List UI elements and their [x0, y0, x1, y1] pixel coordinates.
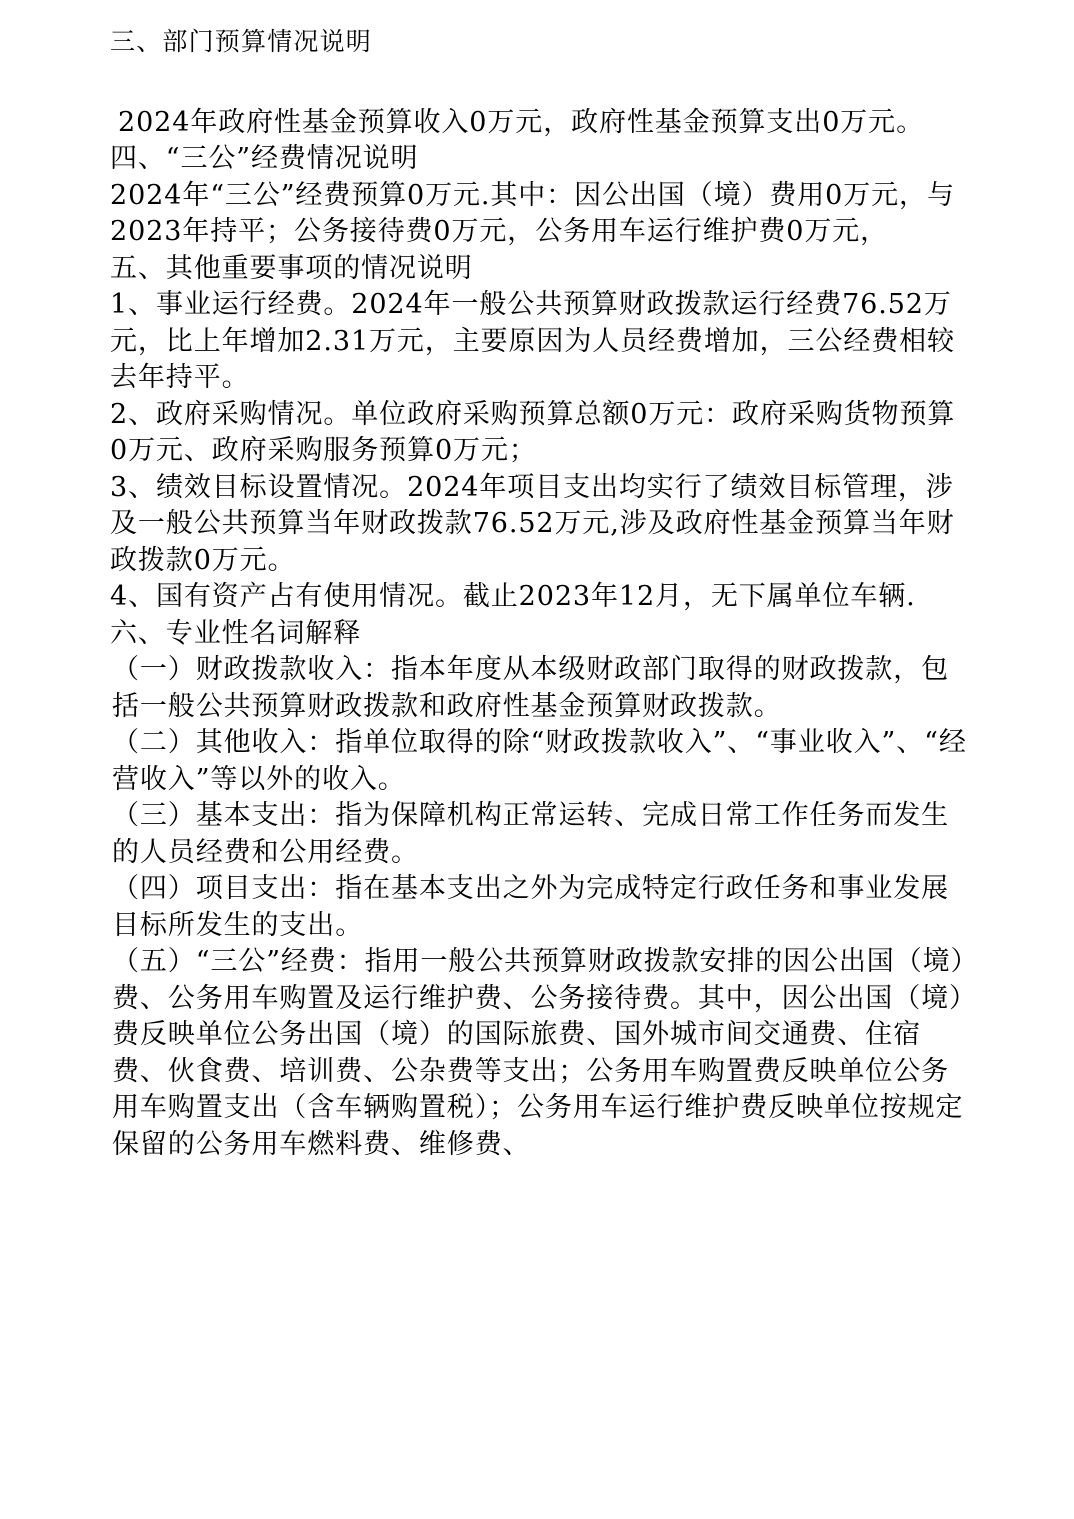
paragraph-state-assets: 4、国有资产占有使用情况。截止2023年12月，无下属单位车辆.: [110, 581, 916, 612]
section-heading-6: 六、专业性名词解释: [110, 617, 362, 649]
term-project-expenditure: （四）项目支出：指在基本支出之外为完成特定行政任务和事业发展目标所发生的支出。: [112, 873, 949, 941]
paragraph-operating-expenses: 1、事业运行经费。2024年一般公共预算财政拨款运行经费76.52万元，比上年增加2.31万元，主要原因为人员经费增加，三公经费相较去年持平。: [110, 289, 955, 393]
paragraph-fund-budget: 2024年政府性基金预算收入0万元，政府性基金预算支出0万元。: [118, 106, 924, 138]
section-heading-4: 四、“三公”经费情况说明: [110, 143, 419, 174]
term-other-income: （二）其他收入：指单位取得的除“财政拨款收入”、“事业收入”、“经营收入”等以外的收入。: [112, 727, 967, 795]
paragraph-government-procurement: 2、政府采购情况。单位政府采购预算总额0万元：政府采购货物预算0万元、政府采购服务预算0万元；: [110, 398, 956, 466]
term-three-public-expenses: （五）“三公”经费：指用一般公共预算财政拨款安排的因公出国（境）费、公务用车购置及运行维护费、公务接待费。其中，因公出国（境）费反映单位公务出国（境）的国际旅费、国外城市间交通费、住宿费、伙食费、培训费、公杂费等支出；公务用车购置费反映单位公务用车购置支出（含车辆购置税）；公务用车运行维护费反映单位按规定保留的公务用车燃料费、维修费、: [112, 946, 965, 1160]
document-body: [110, 24, 970, 1292]
paragraph-performance-targets: 3、绩效目标设置情况。2024年项目支出均实行了绩效目标管理，涉及一般公共预算当年财政拨款76.52万元,涉及政府性基金预算当年财政拨款0万元。: [110, 471, 955, 576]
term-fiscal-appropriation-income: （一）财政拨款收入：指本年度从本级财政部门取得的财政拨款，包括一般公共预算财政拨款和政府性基金预算财政拨款。: [112, 654, 949, 722]
section-heading-5: 五、其他重要事项的情况说明: [110, 252, 473, 284]
paragraph-three-public-expenses: 2024年“三公”经费预算0万元.其中：因公出国（境）费用0万元，与2023年持平；公务接待费0万元，公务用车运行维护费0万元，: [110, 179, 955, 247]
term-basic-expenditure: （三）基本支出：指为保障机构正常运转、完成日常工作任务而发生的人员经费和公用经费。: [112, 800, 949, 868]
section-heading-3: 三、部门预算情况说明: [110, 27, 373, 56]
